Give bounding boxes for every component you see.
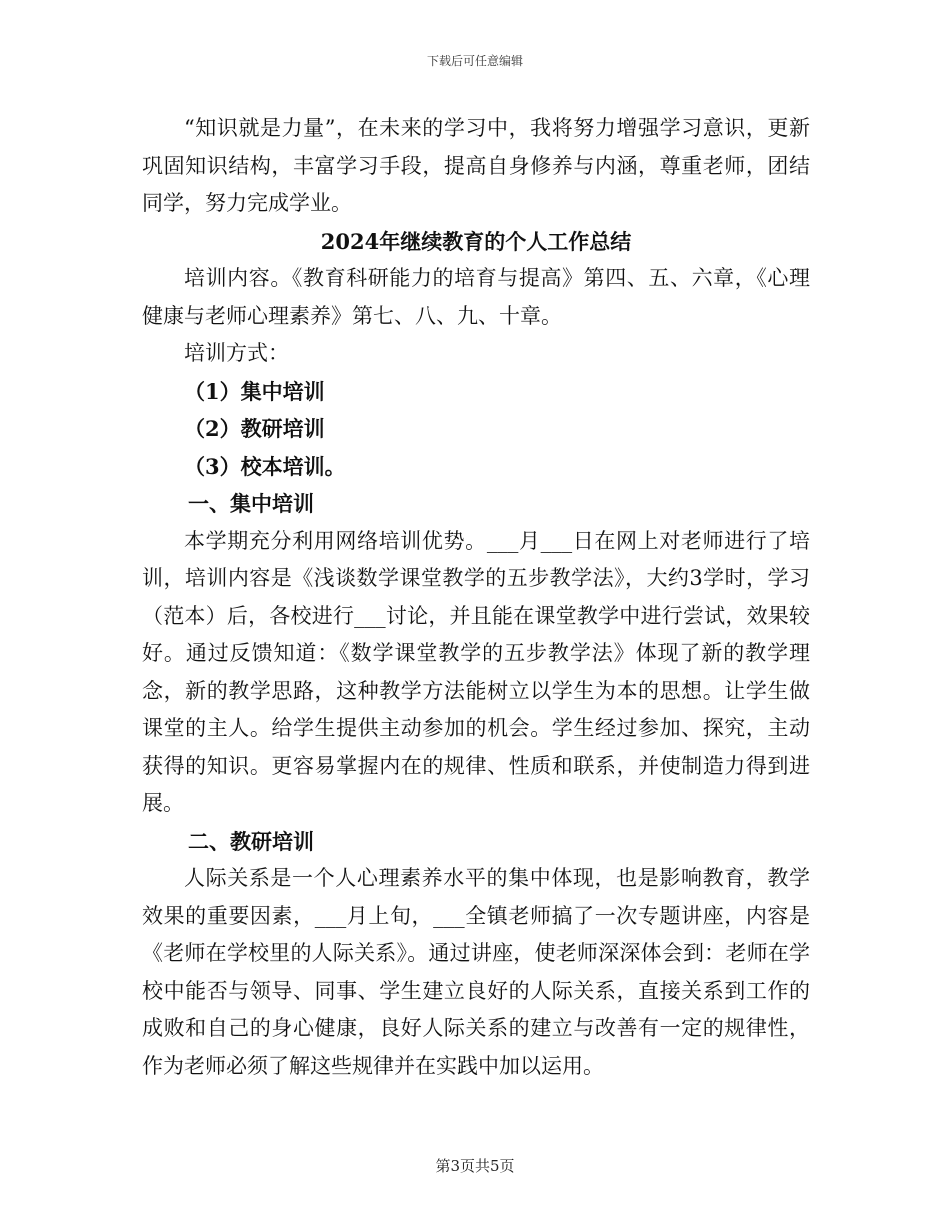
section-body-2: 人际关系是一个人心理素养水平的集中体现，也是影响教育，教学效果的重要因素，___月上旬，___全镇老师搞了一次专题讲座，内容是《老师在学校里的人际关系》。通过讲座，使老师深深体会到：老师在学校中能否与领导、同事、学生建立良好的人际关系，直接关系到工作的成败和自己的身心健康，良好人际关系的建立与改善有一定的规律性，作为老师必须了解这些规律并在实践中加以运用。 [142,866,810,1078]
training-content-paragraph: 培训内容。《教育科研能力的培育与提高》第四、五、六章，《心理健康与老师心理素养》第七、八、九、十章。 [142,266,810,328]
section-body-1: 本学期充分利用网络培训优势。___月___日在网上对老师进行了培训，培训内容是《浅谈数学课堂教学的五步教学法》，大约3学时，学习（范本）后，各校进行___讨论，并且能在课堂教学中进行尝试，效果较好。通过反馈知道：《数学课堂教学的五步教学法》体现了新的教学理念，新的教学思路，这种教学方法能树立以学生为本的思想。让学生做课堂的主人。给学生提供主动参加的机会。学生经过参加、探究，主动获得的知识。更容易掌握内在的规律、性质和联系，并使制造力得到进展。 [142,528,810,815]
training-method-item: （1）集中培训 [184,378,325,404]
page-footer: 第3页共5页 [435,1157,515,1175]
document-title: 2024年继续教育的个人工作总结 [320,228,632,254]
intro-paragraph: “知识就是力量”，在未来的学习中，我将努力增强学习意识，更新巩固知识结构，丰富学习手段，提高自身修养与内涵，尊重老师，团结同学，努力完成学业。 [142,116,810,215]
section-heading-1: 一、集中培训 [188,491,314,516]
training-method-item: （3）校本培训。 [184,453,346,479]
section-heading-2: 二、教研培训 [188,828,314,854]
document-body [142,110,810,1085]
training-methods-label: 培训方式： [184,341,289,365]
training-method-item: （2）教研培训 [184,416,325,441]
page-header: 下载后可任意编辑 [426,54,523,68]
